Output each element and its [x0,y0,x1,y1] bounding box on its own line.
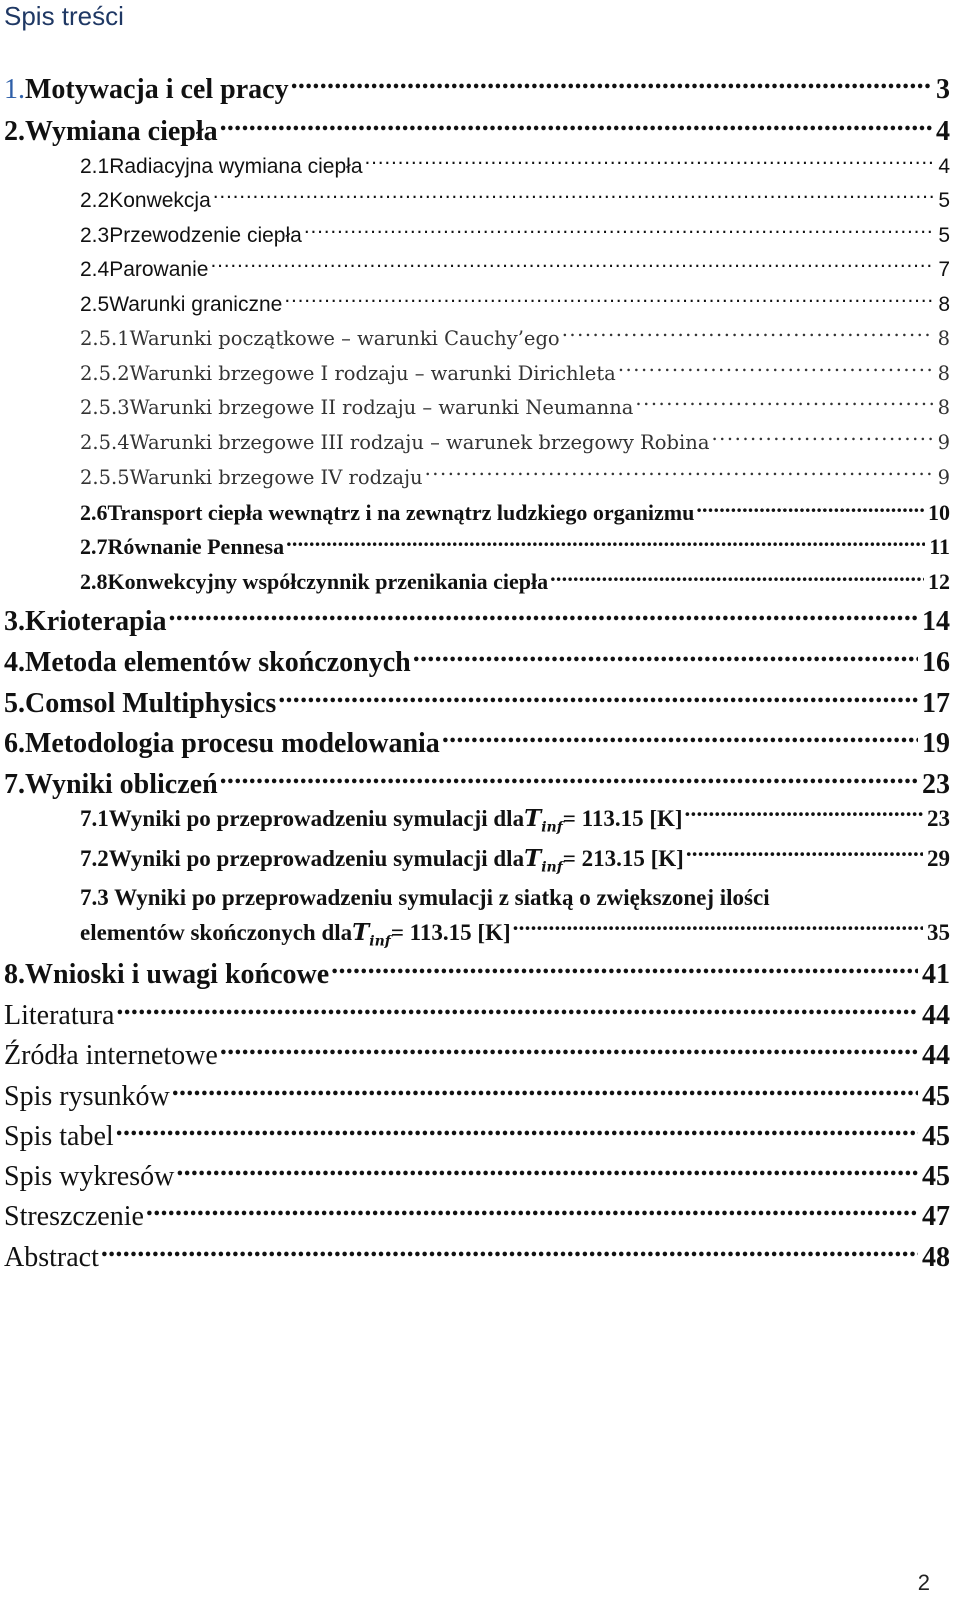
toc-entry-text: Przewodzenie ciepła [109,224,302,247]
toc-entry-2-3[interactable] [0,221,960,251]
toc-entry-text: Parowanie [109,258,209,281]
toc-entry-number: 2.3 [80,224,110,247]
leader-dots [686,843,923,866]
toc-entry-page: 10 [928,500,950,525]
leader-dots [213,186,935,207]
leader-dots [513,917,923,940]
toc-entry-4[interactable] [0,643,960,681]
toc-entry-page: 17 [922,688,950,719]
toc-entry-text: Metoda elementów skończonych [25,647,411,678]
toc-entry-text: Konwekcyjny współczynnik przenikania ciepła [107,569,549,594]
toc-entry-number: 2.2 [80,189,110,212]
page-number: 2 [917,1570,930,1595]
toc-entry-page: 44 [922,1000,950,1031]
toc-entry-number: 8. [4,959,25,990]
toc-entry-page: 41 [922,959,950,990]
toc-entry-page: 8 [937,396,950,419]
toc-entry-text: Spis tabel [4,1121,114,1152]
leader-dots [176,1157,918,1185]
toc-entry-text: Transport ciepła wewnątrz i na zewnątrz ludzkiego organizmu [107,500,695,525]
toc-entry-text-tail: = 113.15 [K] [390,920,511,945]
leader-dots [413,643,918,671]
toc-entry-text: Literatura [4,1000,115,1031]
toc-entry-text: Wyniki po przeprowadzeniu symulacji z siatką o zwiększonej ilości [108,885,770,910]
leader-dots [286,532,925,554]
toc-entry-number: 2.8 [80,569,108,594]
leader-dots [210,255,934,276]
toc-entry-page: 19 [922,728,950,759]
toc-entry-text: Wymiana ciepła [25,116,218,147]
toc-entry-number: 7.1 [80,806,109,831]
leader-dots [116,996,918,1024]
toc-entry-page: 23 [922,769,950,800]
leader-dots [146,1197,918,1225]
toc-entry-page: 47 [922,1201,950,1232]
toc-entry-number: 2.7 [80,534,108,559]
toc-entry-page: 48 [922,1242,950,1273]
toc-entry-page: 8 [937,362,950,385]
toc-entry-2-5-5[interactable] [0,463,960,493]
toc-entry-2-5-3[interactable] [0,393,960,423]
toc-entry-text: Motywacja i cel pracy [25,74,289,105]
toc-entry-spis-tabel[interactable] [0,1117,960,1155]
toc-entry-2-4[interactable] [0,255,960,285]
toc-entry-text: Wyniki po przeprowadzeniu symulacji dla [108,806,525,831]
toc-entry-page: 29 [927,846,950,871]
toc-entry-text: Warunki brzegowe II rodzaju – warunki Neumanna [129,396,634,419]
toc-entry-number: 2.5.2 [80,362,130,385]
toc-entry-text: Warunki brzegowe III rodzaju – warunek brzegowy Robina [129,431,710,454]
leader-dots [365,152,935,173]
toc-entry-7-2[interactable] [0,842,960,885]
toc-entry-text: Wyniki po przeprowadzeniu symulacji dla [108,846,525,871]
leader-dots [220,765,918,793]
toc-entry-number: 2.5.1 [80,327,130,350]
toc-entry-page: 8 [937,327,950,350]
toc-entry-text: Źródła internetowe [4,1040,218,1071]
leader-dots [550,567,924,589]
toc-entry-text: Metodologia procesu modelowania [25,728,440,759]
toc-entry-number: 2.6 [80,500,108,525]
math-symbol: $T_{inf}$ [524,805,563,836]
toc-entry-page: 44 [922,1040,950,1071]
toc-entry-page: 16 [922,647,950,678]
toc-entry-2-5-2[interactable] [0,359,960,389]
toc-entry-text: Streszczenie [4,1201,144,1232]
leader-dots [284,290,934,311]
toc-entry-zrodla[interactable] [0,1036,960,1074]
toc-entry-number: 2.5 [80,293,110,316]
toc-entry-abstract[interactable] [0,1238,960,1276]
toc-entry-7[interactable] [0,765,960,803]
toc-entry-3[interactable] [0,602,960,640]
toc-entry-text: Spis wykresów [4,1161,175,1192]
toc-entry-2[interactable] [0,112,960,150]
toc-entry-text: Konwekcja [109,189,211,212]
toc-entry-number: 7.3 [80,885,109,910]
leader-dots [220,112,932,140]
toc-entry-page: 11 [929,534,950,559]
leader-dots [172,1077,918,1105]
toc-entry-page: 9 [937,431,950,454]
toc-entry-page: 7 [938,258,950,281]
toc-entry-text: Warunki początkowe – warunki Cauchy’ego [129,327,560,350]
toc-entry-spis-wykresow[interactable] [0,1157,960,1195]
toc-entry-number: 2. [4,116,25,147]
toc-entry-2-5-1[interactable] [0,324,960,354]
leader-dots [169,602,918,630]
toc-entry-5[interactable] [0,684,960,722]
toc-entry-number: 5. [4,688,25,719]
toc-entry-text: Wyniki obliczeń [25,769,218,800]
toc-entry-number: 2.4 [80,258,110,281]
math-symbol: $T_{inf}$ [352,919,391,950]
math-symbol: $T_{inf}$ [524,845,563,876]
toc-entry-text: Krioterapia [25,606,167,637]
toc-entry-text-tail: = 213.15 [K] [562,846,684,871]
toc-entry-number: 2.5.4 [80,431,130,454]
toc-entry-page: 14 [922,606,950,637]
toc-entry-page: 35 [927,920,950,945]
toc-entry-text: Wnioski i uwagi końcowe [25,959,330,990]
toc-entry-page: 5 [938,224,950,247]
toc-entry-2-6[interactable] [0,498,960,528]
toc-entry-6[interactable] [0,724,960,762]
toc-entry-7-3-line1[interactable] [80,881,770,915]
toc-entry-number: 7. [4,769,25,800]
toc-entry-page: 12 [928,569,950,594]
toc-entry-2-2[interactable] [0,186,960,216]
leader-dots [711,430,933,450]
toc-entry-literatura[interactable] [0,996,960,1034]
leader-dots [618,361,934,381]
toc-entry-number: 6. [4,728,25,759]
toc-entry-page: 5 [938,189,950,212]
toc-entry-2-8[interactable] [0,567,960,597]
toc-entry-number: 3. [4,606,25,637]
toc-entry-page: 9 [937,466,950,489]
toc-entry-streszczenie[interactable] [0,1197,960,1235]
leader-dots [331,955,918,983]
toc-entry-page: 8 [938,293,950,316]
toc-entry-text: Radiacyjna wymiana ciepła [109,155,363,178]
leader-dots [304,221,935,242]
leader-dots [291,70,932,98]
leader-dots [278,684,918,712]
leader-dots [685,803,923,826]
toc-entry-text: Równanie Pennesa [107,534,285,559]
leader-dots [101,1238,918,1266]
toc-entry-number: 4. [4,647,25,678]
toc-entry-number: 2.5.3 [80,396,130,419]
toc-entry-7-1[interactable] [0,802,960,845]
toc-entry-2-5-4[interactable] [0,428,960,458]
toc-entry-2-7[interactable] [0,532,960,562]
toc-entry-number: 2.1 [80,155,110,178]
toc-entry-text: elementów skończonych dla [80,920,353,945]
toc-entry-page: 4 [936,116,950,147]
toc-entry-text: Abstract [4,1242,99,1273]
toc-entry-page: 45 [922,1121,950,1152]
toc-entry-7-3-line2[interactable] [0,916,960,959]
leader-dots [562,326,934,346]
toc-entry-8[interactable] [0,955,960,993]
toc-entry-1[interactable] [0,70,960,108]
toc-entry-text: Warunki brzegowe IV rodzaju [129,466,423,489]
leader-dots [425,465,934,485]
toc-entry-page: 4 [938,155,950,178]
toc-entry-text: Spis rysunków [4,1081,170,1112]
toc-entry-2-1[interactable] [0,152,960,182]
toc-entry-spis-rysunkow[interactable] [0,1077,960,1115]
toc-entry-text: Warunki brzegowe I rodzaju – warunki Dirichleta [129,362,616,385]
toc-entry-text: Comsol Multiphysics [25,688,277,719]
leader-dots [116,1117,918,1145]
leader-dots [220,1036,918,1064]
toc-entry-page: 45 [922,1081,950,1112]
toc-entry-text: Warunki graniczne [109,293,283,316]
leader-dots [635,395,933,415]
toc-title: Spis treści [4,1,124,31]
toc-entry-number: 2.5.5 [80,466,130,489]
toc-entry-number: 1. [4,74,25,105]
leader-dots [696,498,924,520]
toc-entry-2-5[interactable] [0,290,960,320]
toc-entry-page: 23 [927,806,950,831]
toc-entry-page: 45 [922,1161,950,1192]
toc-entry-number: 7.2 [80,846,109,871]
toc-entry-text-tail: = 113.15 [K] [562,806,683,831]
toc-entry-page: 3 [936,74,950,105]
leader-dots [442,724,918,752]
